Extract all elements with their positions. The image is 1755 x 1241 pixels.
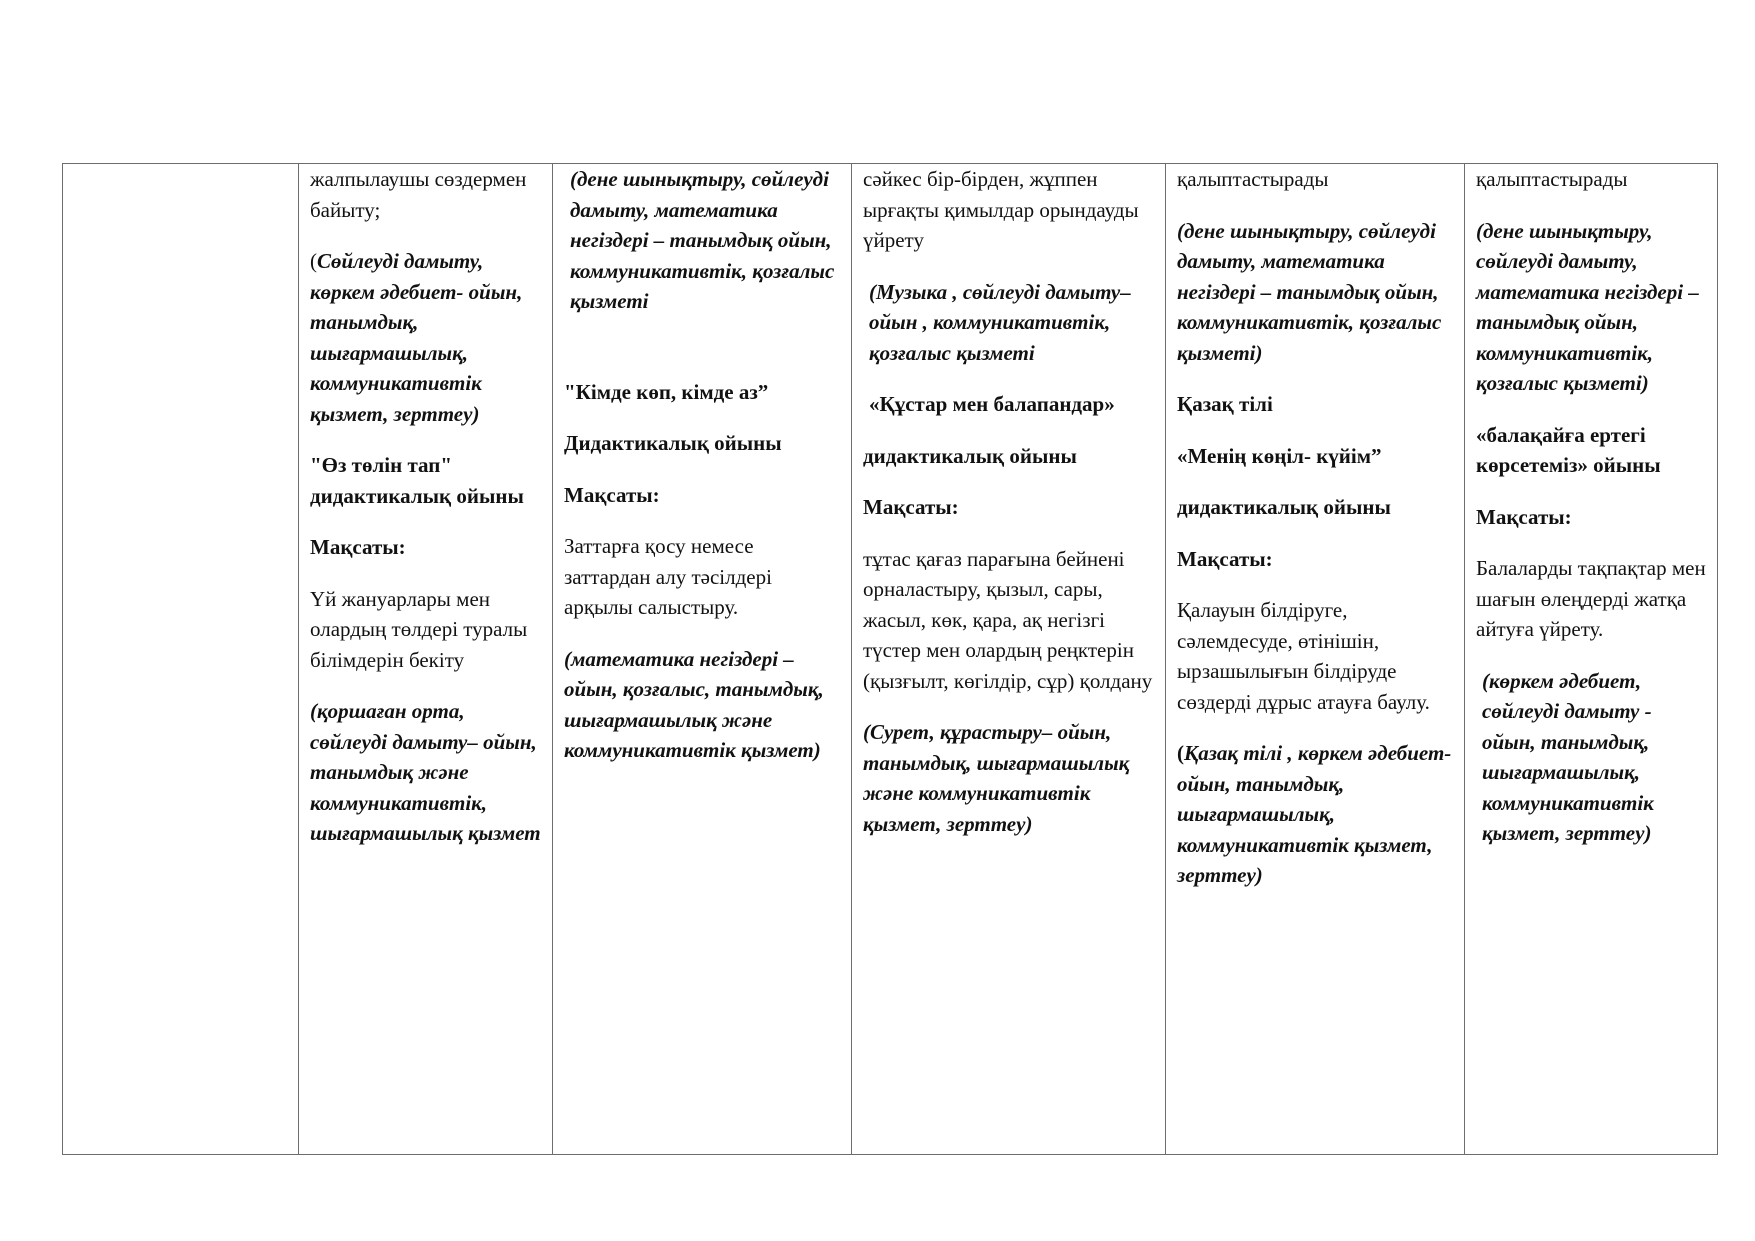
activity-areas-2: (математика негіздері – ойын, қозғалыс, танымдық, шығармашылық және коммуникативтік қызмет) bbox=[564, 646, 824, 762]
lesson-plan-table bbox=[62, 163, 1718, 1155]
game-type: дидактикалық ойыны bbox=[863, 443, 1077, 468]
goal-label: Мақсаты: bbox=[310, 535, 406, 559]
activity-areas-text: Сөйлеуді дамыту, көркем әдебиет- ойын, танымдық, шығармашылық, коммуникативтік қызмет, зерттеу) bbox=[310, 249, 523, 426]
activity-areas: (дене шынықтыру, сөйлеуді дамыту, математика негіздері – танымдық ойын, коммуникативтік, қозғалыс қызметі) bbox=[1177, 218, 1442, 365]
goal-label: Мақсаты: bbox=[1476, 504, 1572, 529]
game-title: «балақайға ертегі көрсетеміз» ойыны bbox=[1476, 422, 1661, 477]
goal-label: Мақсаты: bbox=[564, 482, 660, 507]
game-title: «Менің көңіл- күйім” bbox=[1177, 443, 1382, 468]
game-title: "Өз төлін тап" дидактикалық ойыны bbox=[310, 453, 524, 508]
activity-areas-text: Қазақ тілі , көркем әдебиет- ойын, танымдық, шығармашылық, коммуникативтік қызмет, зерттеу) bbox=[1177, 741, 1452, 887]
cell-text: қалыптастырады bbox=[1476, 167, 1628, 191]
goal-label: Мақсаты: bbox=[863, 495, 959, 519]
cell-text: жалпылаушы сөздермен байыту; bbox=[310, 167, 527, 222]
goal-text: Заттарға қосу немесе заттардан алу тәсілдері арқылы салыстыру. bbox=[564, 534, 772, 619]
activity-areas bbox=[310, 246, 542, 429]
goal-label: Мақсаты: bbox=[1177, 546, 1273, 571]
goal-text: Балаларды тақпақтар мен шағын өлеңдерді жатқа айтуға үйрету. bbox=[1476, 556, 1706, 641]
activity-areas: (дене шынықтыру, сөйлеуді дамыту, математика негіздері – танымдық ойын, коммуникативтік, қозғалыс қызметі) bbox=[1476, 218, 1699, 395]
game-type: Дидактикалық ойыны bbox=[564, 431, 782, 455]
table-cell-col4 bbox=[1166, 164, 1465, 1155]
game-type: дидактикалық ойыны bbox=[1177, 495, 1391, 519]
activity-areas: (Музыка , сөйлеуді дамыту– ойын , коммуникативтік, қозғалыс қызметі bbox=[869, 279, 1131, 365]
goal-text: тұтас қағаз парағына бейнені орналастыру, қызыл, сары, жасыл, көк, қара, ақ негізгі түстер мен олардың реңктерін (қызғылт, көгілдір, сұр) қолдану bbox=[863, 546, 1153, 693]
label-cell-empty bbox=[63, 164, 299, 1155]
table-cell-col1 bbox=[299, 164, 553, 1155]
game-title: "Кімде көп, кімде аз” bbox=[564, 379, 769, 404]
goal-text: Қалауын білдіруге, сәлемдесуде, өтінішін, ырзашылығын білдіруде сөздерді дұрыс атауға баулу. bbox=[1177, 598, 1430, 714]
table-cell-col3 bbox=[852, 164, 1166, 1155]
table-cell-col5 bbox=[1465, 164, 1718, 1155]
goal-text: Үй жануарлары мен олардың төлдері туралы білімдерін бекіту bbox=[310, 586, 528, 672]
activity-areas-2: (қоршаған орта, сөйлеуді дамыту– ойын, танымдық және коммуникативтік, шығармашылық қызмет bbox=[310, 699, 541, 845]
table-cell-col2 bbox=[553, 164, 852, 1155]
open-paren: ( bbox=[310, 249, 317, 273]
activity-areas: (дене шынықтыру, сөйлеуді дамыту, математика негіздері – танымдық ойын, коммуникативтік, қозғалыс қызметі bbox=[570, 167, 835, 313]
activity-areas-2 bbox=[1177, 738, 1454, 891]
table-row bbox=[63, 164, 1718, 1155]
game-title: «Құстар мен балапандар» bbox=[869, 392, 1115, 416]
open-paren: ( bbox=[1177, 741, 1184, 765]
cell-text: сәйкес бір-бірден, жұппен ырғақты қимылдар орындауды үйрету bbox=[863, 167, 1139, 252]
subject-title: Қазақ тілі bbox=[1177, 392, 1273, 416]
cell-text: қалыптастырады bbox=[1177, 167, 1329, 191]
activity-areas-2: (Сурет, құрастыру– ойын, танымдық, шығармашылық және коммуникативтік қызмет, зерттеу) bbox=[863, 720, 1130, 836]
activity-areas-2: (көркем әдебиет, сөйлеуді дамыту - ойын, танымдық, шығармашылық, коммуникативтік қызмет, зерттеу) bbox=[1482, 668, 1654, 845]
